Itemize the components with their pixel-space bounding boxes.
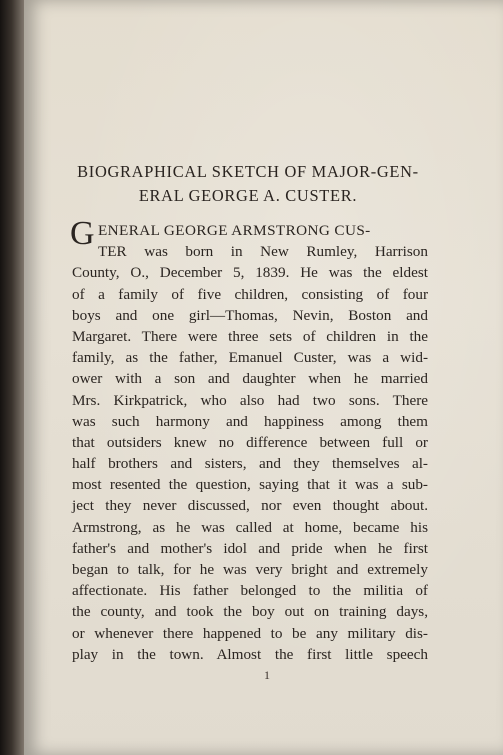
body-line-17: began to talk, for he was very bright and extremely	[72, 561, 428, 578]
body-line-12: half brothers and sisters, and they themselves al-	[72, 455, 428, 473]
body-text	[70, 215, 428, 665]
body-line-8: ower with a son and daughter when he married	[72, 370, 428, 388]
body-line-7: family, as the father, Emanuel Custer, was a wid-	[72, 349, 428, 367]
body-line-15: Armstrong, as he was called at home, became his	[72, 518, 428, 536]
drop-cap: G	[70, 215, 95, 252]
body-line-4: of a family of five children, consisting of four	[72, 285, 428, 303]
body-line-6: Margaret. There were three sets of children in the	[72, 327, 428, 345]
body-line-11: that outsiders knew no difference between full or	[72, 433, 428, 451]
body-line-20: or whenever there happened to be any military dis-	[72, 624, 428, 642]
body-line-21: play in the town. Almost the first little speech	[72, 645, 428, 663]
title-line-1: BIOGRAPHICAL SKETCH OF MAJOR-GEN-	[77, 162, 419, 181]
page	[24, 0, 503, 755]
body-line-16: father's and mother's idol and pride when he first	[72, 539, 428, 557]
body-line-19: the county, and took the boy out on training days,	[72, 603, 428, 621]
body-line-5: boys and one girl—Thomas, Nevin, Boston and	[72, 306, 428, 324]
body-line-10: was such harmony and happiness among them	[72, 412, 428, 430]
page-title	[68, 160, 428, 208]
body-line-2: TER was born in New Rumley, Harrison	[98, 243, 428, 261]
body-line-1-text: ENERAL GEORGE ARMSTRONG CUS-	[98, 222, 371, 239]
binding-shadow	[0, 0, 26, 755]
body-line-18: affectionate. His father belonged to the militia of	[72, 582, 428, 600]
body-line-14: ject they never discussed, nor even thought about.	[72, 497, 428, 515]
title-line-2: ERAL GEORGE A. CUSTER.	[138, 186, 358, 205]
body-line-3: County, O., December 5, 1839. He was the eldest	[72, 264, 428, 282]
body-line-13: most resented the question, saying that it was a sub-	[72, 476, 428, 494]
body-line-9: Mrs. Kirkpatrick, who also had two sons. There	[72, 391, 428, 409]
signature-mark: 1	[264, 668, 270, 682]
